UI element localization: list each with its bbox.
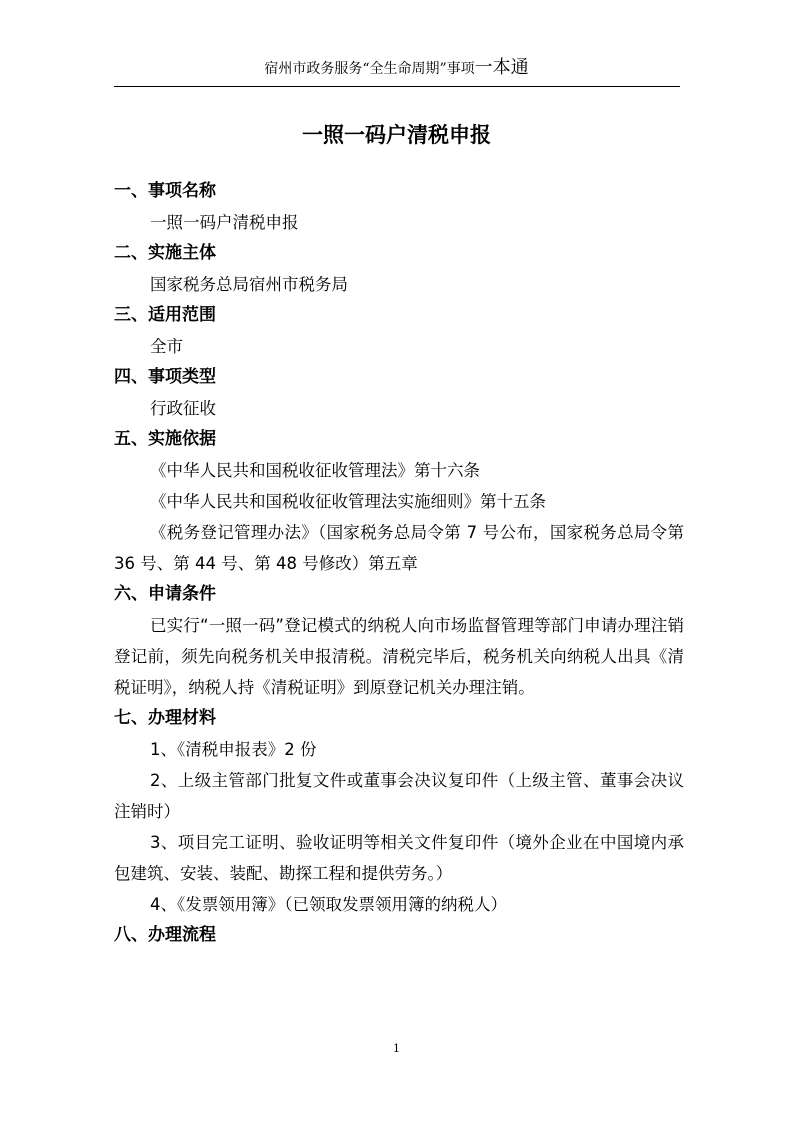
section-scope (114, 300, 684, 362)
section-paragraph: 行政征收 (150, 399, 216, 418)
page-number: 1 (393, 1042, 400, 1055)
section-paragraph: 已实行“一照一码”登记模式的纳税人向市场监督管理等部门申请办理注销登记前，须先向税务机关申报清税。清税完毕后，税务机关向纳税人出具《清税证明》，纳税人持《清税证明》到原登记机关办理注销。 (114, 616, 684, 697)
section-heading: 七、办理材料 (114, 708, 216, 728)
section-paragraph: 《中华人民共和国税收征收管理法》第十六条 (150, 461, 480, 480)
section-paragraph: 《税务登记管理办法》（国家税务总局令第 7 号公布，国家税务总局令第 36 号、第 44 号、第 48 号修改）第五章 (114, 523, 684, 573)
section-application-conditions (114, 579, 684, 703)
material-item: 4、《发票领用簿》（已领取发票领用簿的纳税人） (150, 895, 507, 914)
header-rule (114, 86, 680, 87)
section-paragraph: 一照一码户清税申报 (150, 213, 299, 232)
material-item: 2、上级主管部门批复文件或董事会决议复印件（上级主管、董事会决议注销时） (114, 771, 684, 821)
section-heading: 三、适用范围 (114, 305, 216, 325)
section-heading: 二、实施主体 (114, 243, 216, 263)
section-paragraph: 国家税务总局宿州市税务局 (150, 275, 348, 294)
section-heading: 五、实施依据 (114, 429, 216, 449)
section-required-materials (114, 703, 684, 920)
section-paragraph: 《中华人民共和国税收征收管理法实施细则》第十五条 (150, 492, 546, 511)
section-legal-basis (114, 424, 684, 579)
section-item-type (114, 362, 684, 424)
material-item: 1、《清税申报表》2 份 (150, 740, 317, 759)
header-text: 宿州市政务服务“全生命周期”事项 (264, 61, 475, 77)
section-implementing-body (114, 238, 684, 300)
running-header (0, 58, 793, 85)
section-heading: 一、事项名称 (114, 181, 216, 201)
material-item: 3、项目完工证明、验收证明等相关文件复印件（境外企业在中国境内承包建筑、安装、装配、勘探工程和提供劳务。） (114, 833, 684, 883)
section-heading: 八、办理流程 (114, 925, 216, 945)
document-body (114, 176, 684, 951)
section-process (114, 920, 684, 951)
section-heading: 六、申请条件 (114, 584, 216, 604)
section-item-name (114, 176, 684, 238)
section-heading: 四、事项类型 (114, 367, 216, 387)
section-paragraph: 全市 (150, 337, 183, 356)
page-title: 一照一码户清税申报 (302, 123, 491, 147)
header-text-large: 一本通 (474, 57, 529, 78)
